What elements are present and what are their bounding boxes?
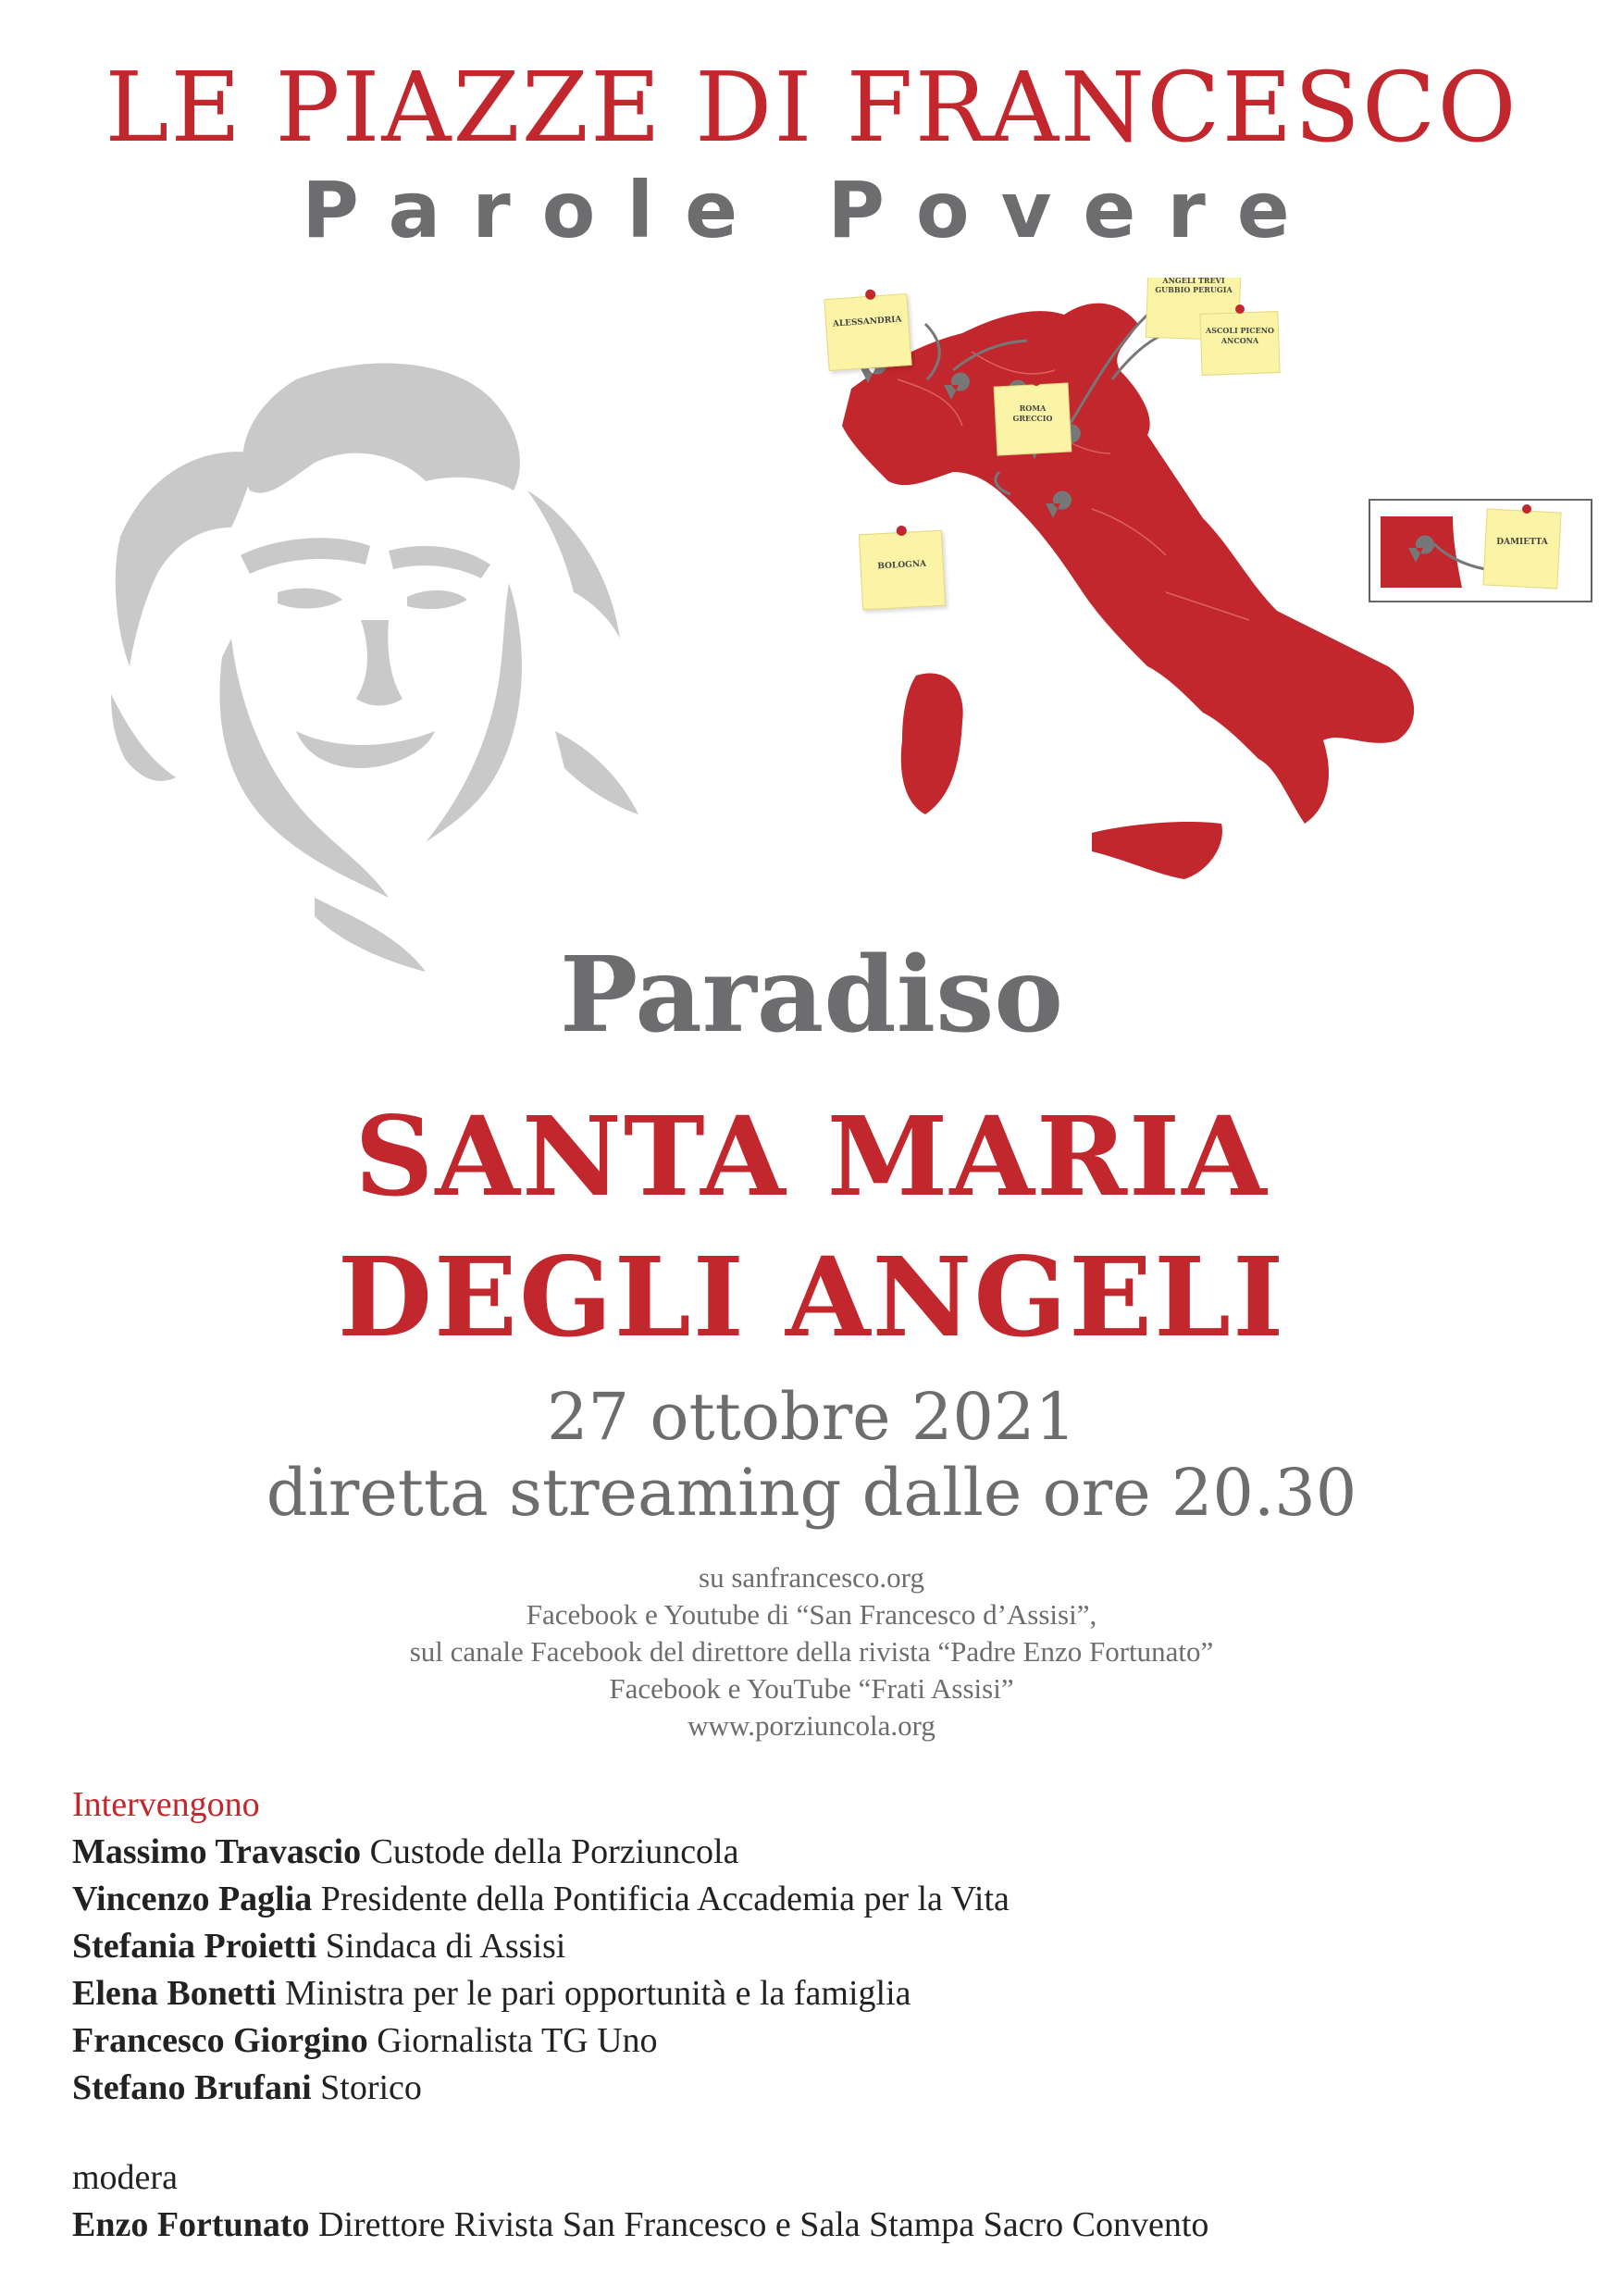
italy-map [814, 278, 1601, 944]
moderator-label: modera [72, 2158, 178, 2197]
speaker-row [72, 2017, 1590, 2065]
note-text: ASCOLI PICENO ANCONA [1206, 326, 1274, 345]
note-bologna-card [859, 530, 946, 611]
note-text: ANGELI TREVI GUBBIO PERUGIA [1155, 278, 1233, 294]
pushpin-icon [865, 289, 876, 300]
channel-line: www.porziuncola.org [688, 1709, 935, 1742]
channel-line: Facebook e Youtube di “San Francesco d’Assisi”, [526, 1598, 1097, 1631]
note-text: ROMA GRECCIO [1012, 403, 1053, 423]
event-streaming-time: diretta streaming dalle ore 20.30 [266, 1455, 1357, 1531]
speakers-label: Intervengono [72, 1785, 260, 1824]
speaker-name: Stefano Brufani [72, 2068, 312, 2107]
streaming-channels [0, 1559, 1623, 1744]
note-text: DAMIETTA [1496, 538, 1548, 547]
event-date: 27 ottobre 2021 [547, 1379, 1076, 1455]
poster-subtitle: Parole Povere [302, 165, 1321, 255]
note-ascoli [1200, 304, 1280, 375]
speaker-role: Giornalista TG Uno [377, 2021, 658, 2060]
saint-francis-portrait [93, 342, 666, 990]
speaker-role: Ministra per le pari opportunità e la famiglia [285, 1974, 911, 2013]
moderator-role: Direttore Rivista San Francesco e Sala Stampa Sacro Convento [318, 2205, 1209, 2244]
speaker-row [72, 1829, 1590, 1876]
event-place-line1: SANTA MARIA [354, 1092, 1269, 1221]
event-topic: Paradiso [560, 935, 1063, 1056]
speaker-role: Storico [320, 2068, 422, 2107]
speaker-row [72, 2065, 1590, 2112]
poster-title: LE PIAZZE DI FRANCESCO [105, 51, 1518, 164]
speaker-name: Elena Bonetti [72, 1974, 277, 2013]
speaker-row [72, 1923, 1590, 1970]
speakers-section [72, 1781, 1590, 2249]
speaker-name: Stefania Proietti [72, 1927, 317, 1966]
note-damietta [1483, 504, 1561, 589]
channel-line: su sanfrancesco.org [699, 1561, 924, 1594]
note-alessandria-card [824, 293, 911, 371]
note-text: ALESSANDRIA [832, 315, 902, 329]
speaker-row [72, 1970, 1590, 2017]
moderator-name: Enzo Fortunato [72, 2205, 310, 2244]
pushpin-icon [896, 526, 907, 537]
speaker-name: Vincenzo Paglia [72, 1880, 313, 1918]
moderator-row [72, 2202, 1590, 2249]
speaker-name: Francesco Giorgino [72, 2021, 368, 2060]
moderator-section [72, 2154, 1590, 2249]
channel-line: sul canale Facebook del direttore della rivista “Padre Enzo Fortunato” [409, 1635, 1214, 1668]
event-place-line2: DEGLI ANGELI [337, 1233, 1286, 1361]
speaker-role: Presidente della Pontificia Accademia per la Vita [320, 1880, 1010, 1918]
channel-line: Facebook e YouTube “Frati Assisi” [609, 1672, 1014, 1705]
speaker-row [72, 1876, 1590, 1923]
note-roma [994, 377, 1072, 455]
speaker-role: Custode della Porziuncola [369, 1832, 739, 1871]
speaker-role: Sindaca di Assisi [325, 1927, 566, 1966]
note-text: BOLOGNA [877, 559, 927, 572]
speaker-name: Massimo Travascio [72, 1832, 362, 1871]
